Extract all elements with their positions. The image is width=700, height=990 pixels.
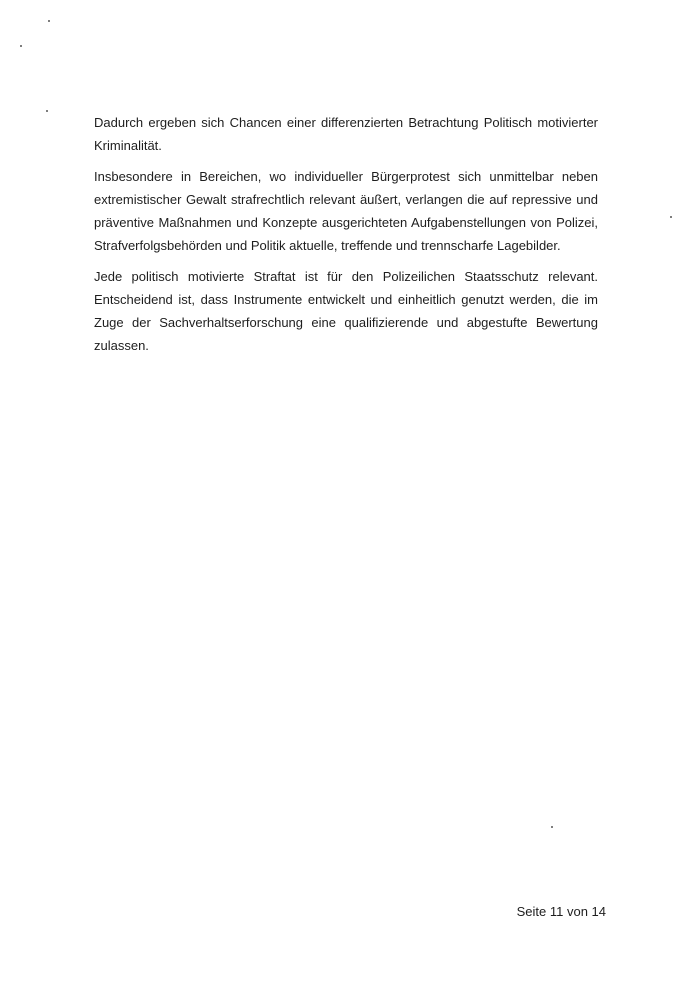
scan-speck bbox=[46, 110, 48, 112]
scan-speck bbox=[670, 216, 672, 218]
page-number: Seite 11 von 14 bbox=[516, 904, 606, 919]
paragraph: Insbesondere in Bereichen, wo individueller Bürgerprotest sich unmittelbar neben extremistischer Gewalt strafrechtlich relevant äußert, verlangen die auf repressive und präventive Maßnahmen und Konzepte ausgerichteten Aufgabenstellungen von Polizei, Strafverfolgsbehörden und Politik aktuelle, treffende und trennscharfe Lagebilder. bbox=[94, 169, 598, 253]
scan-speck bbox=[48, 20, 50, 22]
scan-speck bbox=[551, 826, 553, 828]
paragraph: Jede politisch motivierte Straftat ist für den Polizeilichen Staatsschutz relevant. Entscheidend ist, dass Instrumente entwickelt und einheitlich genutzt werden, die im Zuge der Sachverhaltserforschung eine qualifizierende und abgestufte Bewertung zulassen. bbox=[94, 269, 598, 353]
scan-speck bbox=[20, 45, 22, 47]
body-text bbox=[94, 111, 598, 365]
paragraph: Dadurch ergeben sich Chancen einer differenzierten Betrachtung Politisch motivierter Kriminalität. bbox=[94, 115, 598, 153]
